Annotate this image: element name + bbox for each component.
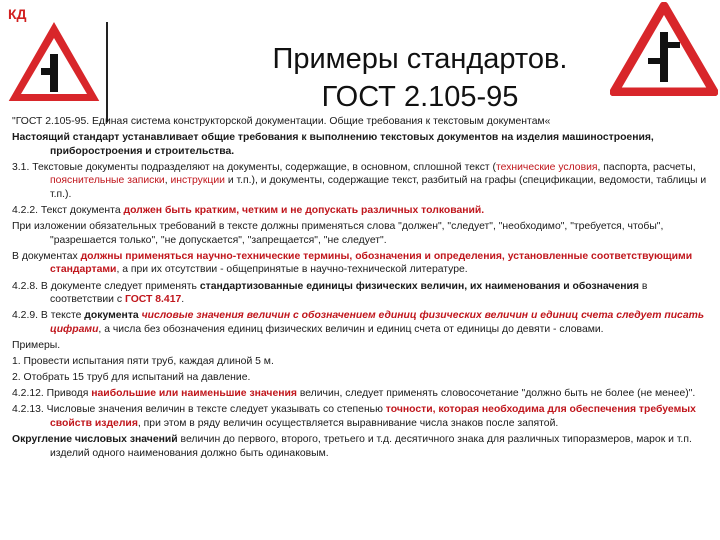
paragraph-text: и т.п.), и документы, содержащие текст, разбитый на графы (спецификации, ведомости, таблицы и т.п.).	[50, 175, 707, 200]
emphasized-text: инструкции	[170, 175, 225, 187]
paragraph-text: величин, следует применять словосочетание "должно быть не более (не менее)".	[296, 388, 696, 400]
emphasized-text: должен быть кратким, четким и не допускать различных толкований.	[123, 205, 485, 217]
document-body	[12, 115, 712, 463]
corner-label: КД	[8, 6, 27, 22]
paragraph-text: .	[181, 294, 185, 306]
paragraph-text: ,	[164, 175, 171, 187]
document-paragraph	[12, 433, 712, 460]
paragraph-text: , а при их отсутствии - общепринятые в научно-технической литературе.	[116, 264, 468, 276]
emphasized-text: точности, которая необходима для обеспечения требуемых свойств изделия	[50, 404, 696, 429]
vertical-divider	[106, 22, 108, 122]
road-sign-side-road-junction-icon	[4, 16, 104, 106]
document-paragraph	[12, 309, 712, 336]
emphasized-text: должны применяться научно-технические термины, обозначения и определения, установленные соответствующими стандартами	[50, 250, 693, 276]
paragraph-text: 4.2.13. Числовые значения величин в тексте следует указывать со степенью	[12, 404, 386, 416]
paragraph-text: в соответствии с	[50, 280, 648, 306]
paragraph-text: 4.2.8. В документе следует применять	[12, 280, 200, 292]
document-paragraph	[12, 371, 712, 385]
paragraph-text: Примеры.	[12, 339, 61, 351]
document-paragraph	[12, 280, 712, 307]
emphasized-text: пояснительные записки	[50, 175, 165, 187]
paragraph-text: , при этом в ряду величин осуществляется выравнивание числа знаков после запятой.	[137, 417, 559, 429]
emphasized-text: наибольшие или наименьшие значения	[91, 388, 297, 400]
paragraph-text: 4.2.12. Приводя	[12, 388, 92, 400]
document-paragraph	[12, 250, 712, 277]
paragraph-text: 2. Отобрать 15 труб для испытаний на давление.	[12, 372, 251, 384]
paragraph-text: , а числа без обозначения единиц физических величин и единиц счета от единицы до девяти - словами.	[98, 323, 604, 335]
document-paragraph	[12, 204, 712, 218]
title-line-2: ГОСТ 2.105-95	[321, 81, 519, 113]
emphasized-text: технические условия	[496, 161, 598, 173]
emphasized-text: Настоящий стандарт устанавливает общие требования к выполнению текстовых документов на изделия машиностроения, приборостроения и строительства.	[12, 132, 654, 157]
document-paragraph	[12, 387, 712, 401]
document-paragraph	[12, 131, 712, 158]
page-title	[220, 40, 620, 116]
document-paragraph	[12, 161, 712, 202]
paragraph-text: , паспорта, расчеты,	[597, 161, 696, 173]
document-paragraph	[12, 339, 712, 353]
paragraph-text: 3.1. Текстовые документы подразделяют на документы, содержащие, в основном, сплошной текст (	[12, 161, 496, 173]
paragraph-text: 4.2.9. В тексте	[12, 310, 85, 322]
document-paragraph	[12, 403, 712, 430]
emphasized-text: документа	[84, 310, 139, 322]
emphasized-text: числовые значения величин с обозначением единиц физических величин и единиц счета следует писать цифрами	[50, 310, 705, 335]
paragraph-text: "ГОСТ 2.105-95. Единая система конструкторской документации. Общие требования к текстовым документам«	[12, 116, 551, 127]
paragraph-text: При изложении обязательных требований в тексте должны применяться слова "должен", "следует", "необходимо", "требуется, чтобы", "разрешается только", "не допускается", "запрещается", "не следует".	[12, 221, 664, 246]
document-paragraph	[12, 115, 712, 129]
emphasized-text: стандартизованные единицы физических величин, их наименования и обозначения	[199, 280, 639, 292]
paragraph-text: В документах	[12, 250, 81, 262]
title-line-1: Примеры стандартов.	[272, 43, 568, 75]
document-paragraph	[12, 220, 712, 247]
emphasized-text: Округление числовых значений	[12, 433, 178, 445]
document-paragraph	[12, 355, 712, 369]
paragraph-text: 4.2.2. Текст документа	[12, 205, 124, 217]
emphasized-text: ГОСТ 8.417	[124, 294, 182, 306]
paragraph-text: величин до первого, второго, третьего и т.д. десятичного знака для различных типоразмеров, марок и т.п. изделий одного наименования должно быть одинаковым.	[50, 433, 692, 459]
road-sign-staggered-junction-icon	[610, 2, 718, 96]
paragraph-text: 1. Провести испытания пяти труб, каждая длиной 5 м.	[12, 356, 274, 367]
